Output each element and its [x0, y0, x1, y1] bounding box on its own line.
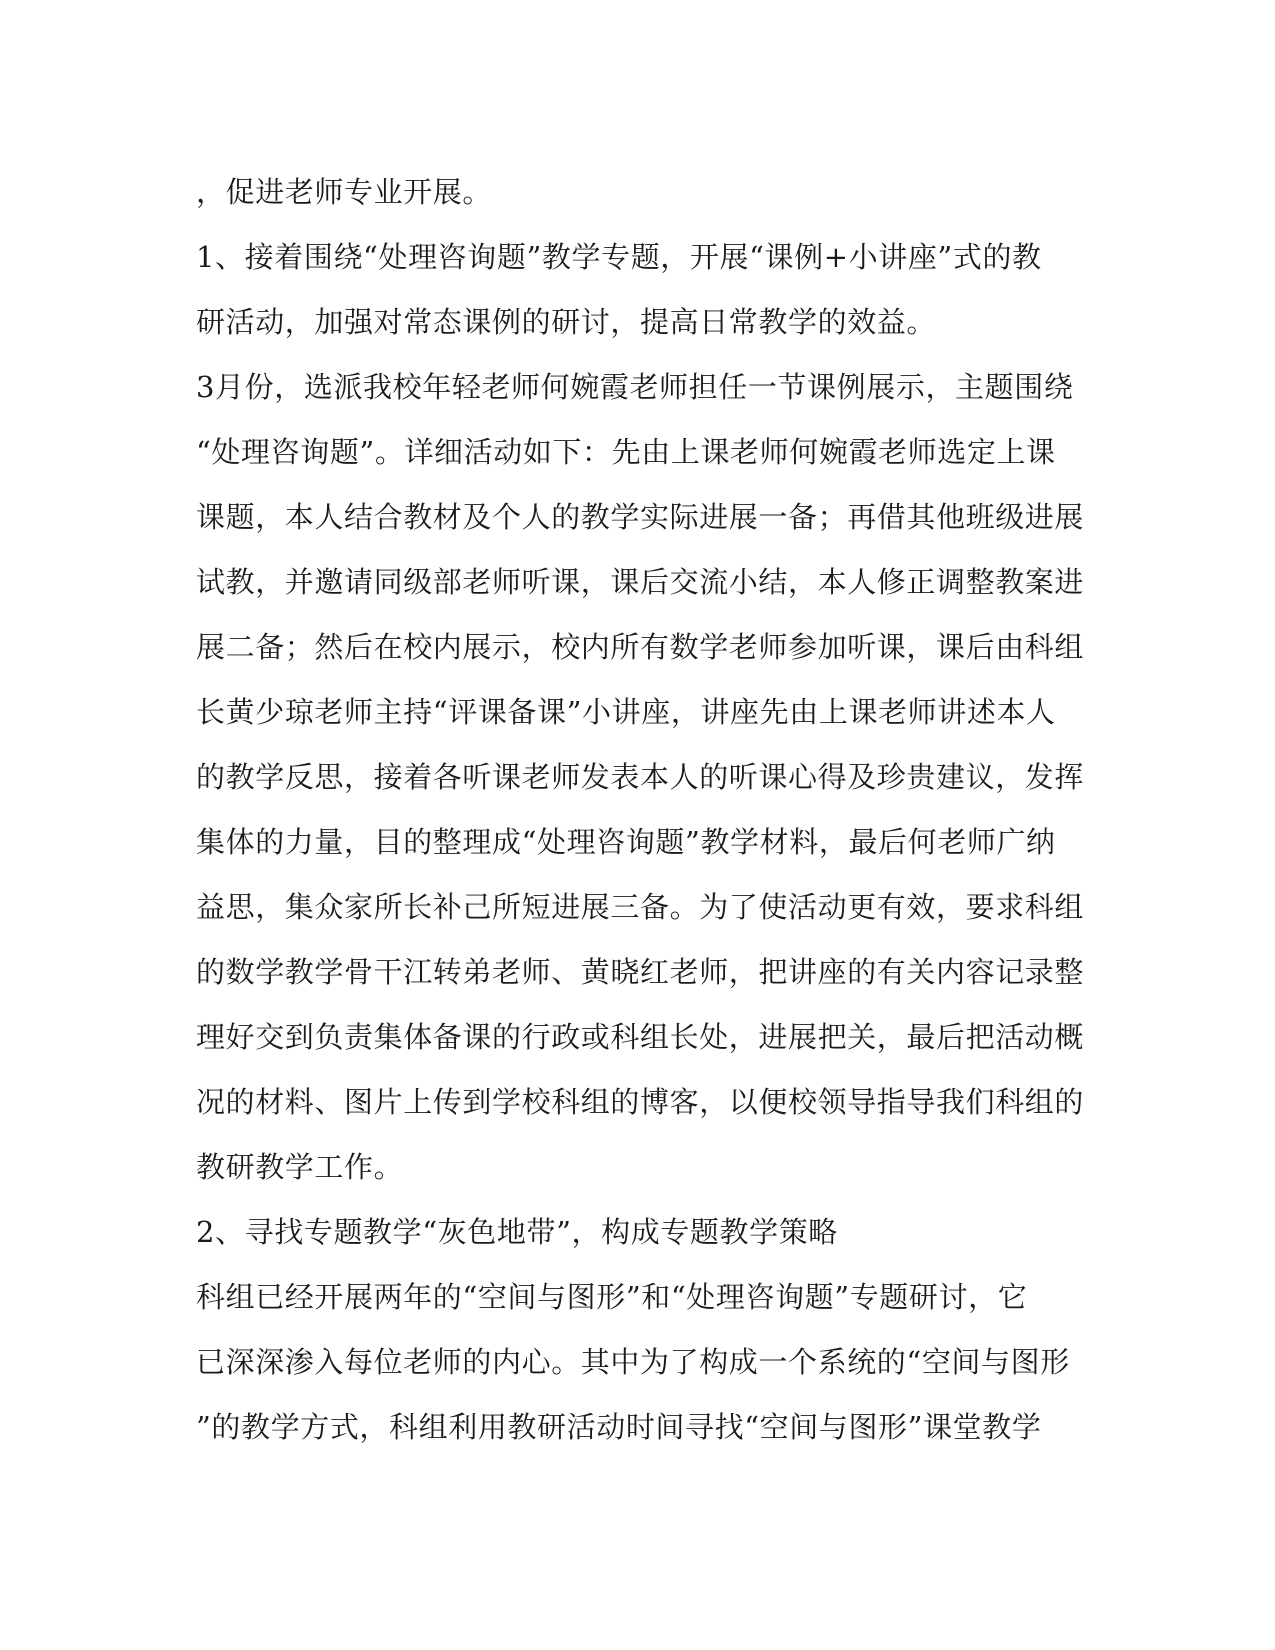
- text-line: 集体的力量，目的整理成“处理咨询题”教学材料，最后何老师广纳: [196, 825, 1056, 859]
- text-line: 课题，本人结合教材及个人的教学实际进展一备；再借其他班级进展: [196, 500, 1085, 534]
- text-line: 展二备；然后在校内展示，校内所有数学老师参加听课，课后由科组: [196, 630, 1085, 664]
- text-line: 理好交到负责集体备课的行政或科组长处，进展把关，最后把活动概: [196, 1020, 1085, 1054]
- text-line: 研活动，加强对常态课例的研讨，提高日常教学的效益。: [196, 305, 937, 339]
- text-line: 已深深渗入每位老师的内心。其中为了构成一个系统的“空间与图形: [196, 1345, 1070, 1379]
- text-line: 试教，并邀请同级部老师听课，课后交流小结，本人修正调整教案进: [196, 565, 1085, 599]
- text-line: 科组已经开展两年的“空间与图形”和“处理咨询题”专题研讨，它: [196, 1280, 1028, 1314]
- text-line: 1、接着围绕“处理咨询题”教学专题，开展“课例+小讲座”式的教: [196, 240, 1042, 274]
- text-line: 的教学反思，接着各听课老师发表本人的听课心得及珍贵建议，发挥: [196, 760, 1085, 794]
- text-line: 教研教学工作。: [196, 1150, 404, 1184]
- text-line: 的数学教学骨干江转弟老师、黄晓红老师，把讲座的有关内容记录整: [196, 955, 1085, 989]
- document-page: [196, 160, 1085, 1460]
- text-line: 长黄少琼老师主持“评课备课”小讲座，讲座先由上课老师讲述本人: [196, 695, 1056, 729]
- text-line: “处理咨询题”。详细活动如下：先由上课老师何婉霞老师选定上课: [196, 435, 1056, 469]
- text-line: 2、寻找专题教学“灰色地带”，构成专题教学策略: [196, 1215, 838, 1249]
- text-line: ，促进老师专业开展。: [196, 175, 493, 209]
- text-line: ”的教学方式，科组利用教研活动时间寻找“空间与图形”课堂教学: [196, 1410, 1042, 1444]
- text-line: 况的材料、图片上传到学校科组的博客，以便校领导指导我们科组的: [196, 1085, 1085, 1119]
- text-line: 3月份，选派我校年轻老师何婉霞老师担任一节课例展示，主题围绕: [196, 370, 1074, 404]
- text-line: 益思，集众家所长补己所短进展三备。为了使活动更有效，要求科组: [196, 890, 1085, 924]
